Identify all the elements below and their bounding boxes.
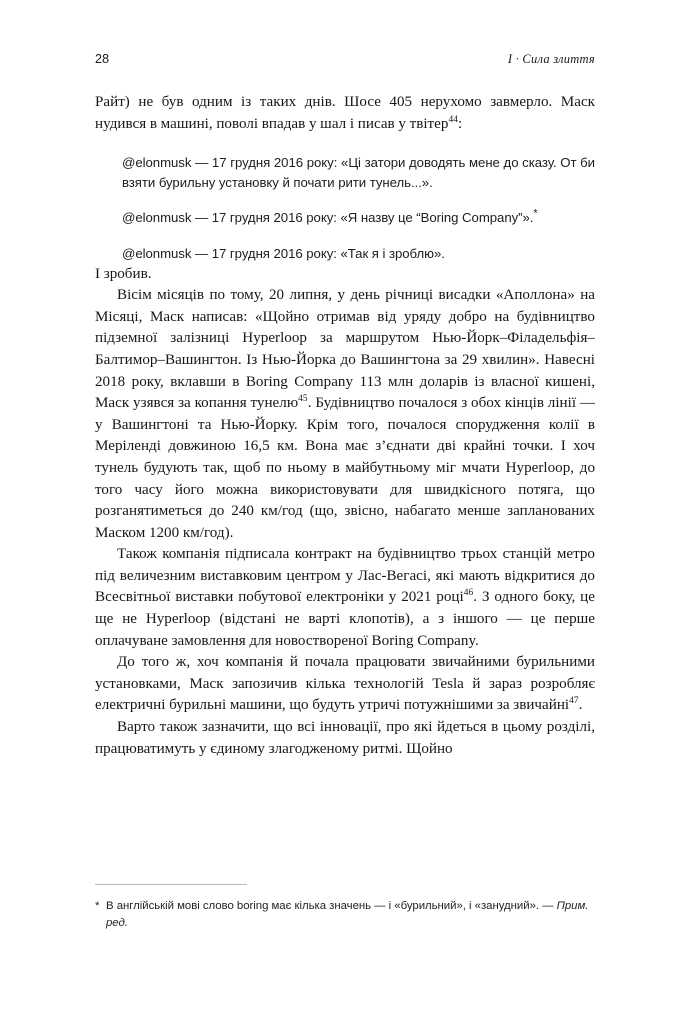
tweet-quote-2-text: @elonmusk — 17 грудня 2016 року: «Я назву це “Boring Company”». — [122, 210, 534, 226]
paragraph-las-vegas-text-a: Також компанія підписала контракт на будівництво трьох станцій метро під величезним виставковим центром у Лас-Вегасі, які мають відкритися до Всесвітньої виставки побутової електроніки у 2021 році — [95, 546, 595, 606]
footnote — [95, 898, 595, 933]
running-head — [95, 52, 595, 70]
paragraph-las-vegas — [95, 544, 595, 652]
footnote-separator-rule — [95, 884, 247, 885]
paragraph-hyperloop-text-a: Вісім місяців по тому, 20 липня, у день річниці висадки «Аполлона» на Місяці, Маск написав: «Щойно отримав від уряду добро на будівництво підземної залізниці Hyperloop за маршрутом Нью-Йорк–Філадельфія–Балтимор–Вашингтон. Із Нью-Йорка до Вашингтона за 29 хвилин». Навесні 2018 року, вклавши в Boring Company 113 млн доларів із власної кишені, Маск узявся за копання тунелю — [95, 287, 595, 412]
paragraph-hyperloop — [95, 285, 595, 544]
tweet-quote-1: @elonmusk — 17 грудня 2016 року: «Ці затори доводять мене до сказу. От би взяти бурильну установку й почати рити тунель...». — [122, 155, 595, 190]
page-number: 28 — [95, 52, 110, 66]
tweet-quote-2 — [122, 208, 595, 228]
paragraph-i-zrobyv: І зробив. — [95, 265, 152, 282]
footnote-ref-46: 46 — [463, 588, 474, 599]
paragraph-las-vegas-text-b: . З одного боку, це ще не Hyperloop (відстані не варті клопотів), а з іншого — це перше оплачуване замовлення для новоствореної Boring Company. — [95, 589, 595, 649]
chapter-title: I · Сила злиття — [507, 52, 595, 66]
footnote-ref-asterisk: * — [533, 207, 538, 220]
footnote-ref-47: 47 — [569, 696, 579, 707]
paragraph-opening — [95, 92, 595, 135]
paragraph-tesla-tech-text-a: До того ж, хоч компанія й почала працювати звичайними бурильними установками, Маск запозичив кілька технологій Tesla й зараз розробляє електричні бурильні машини, що будуть утричі потужнішими за звичайні — [95, 654, 595, 714]
tweet-quote-3: @elonmusk — 17 грудня 2016 року: «Так я і зроблю». — [122, 245, 445, 261]
footnote-marker: * — [95, 900, 100, 912]
paragraph-closing: Варто також зазначити, що всі інновації, про які йдеться в цьому розділі, працюватимуть у єдиному злагодженому ритмі. Щойно — [95, 719, 595, 757]
footnote-ref-44: 44 — [448, 114, 459, 125]
text-column — [95, 92, 595, 760]
tweet-quote-block — [95, 153, 595, 263]
paragraph-hyperloop-text-b: . Будівництво почалося з обох кінців лінії — у Вашингтоні та Нью-Йорку. Крім того, почалося спорудження колії в Меріленді довжиною 16,5 км. Вона має з’єднати дві крайні точки. І хоч тунель будують так, щоб по ньому в майбутньому міг мчати Hyperloop, до того часу його можна використовувати для швидкісного потяга, що розганятиметься до 240 км/год (що, звісно, набагато менше запланованих Маском 1200 км/год). — [95, 395, 595, 541]
footnote-ref-45: 45 — [298, 394, 308, 405]
paragraph-tesla-tech — [95, 652, 595, 717]
footnote-text: В англійській мові слово boring має кілька значень — і «бурильний», і «занудний». — — [106, 900, 557, 912]
footnote-source: Прим. ред. — [106, 900, 589, 930]
paragraph-opening-text: Райт) не був одним із таких днів. Шосе 405 нерухомо завмерло. Маск нудився в машині, поволі впадав у шал і писав у твітер — [95, 94, 595, 132]
paragraph-opening-tail: : — [458, 115, 463, 132]
footnote-area — [95, 884, 595, 933]
paragraph-tesla-tech-text-b: . — [578, 697, 583, 714]
